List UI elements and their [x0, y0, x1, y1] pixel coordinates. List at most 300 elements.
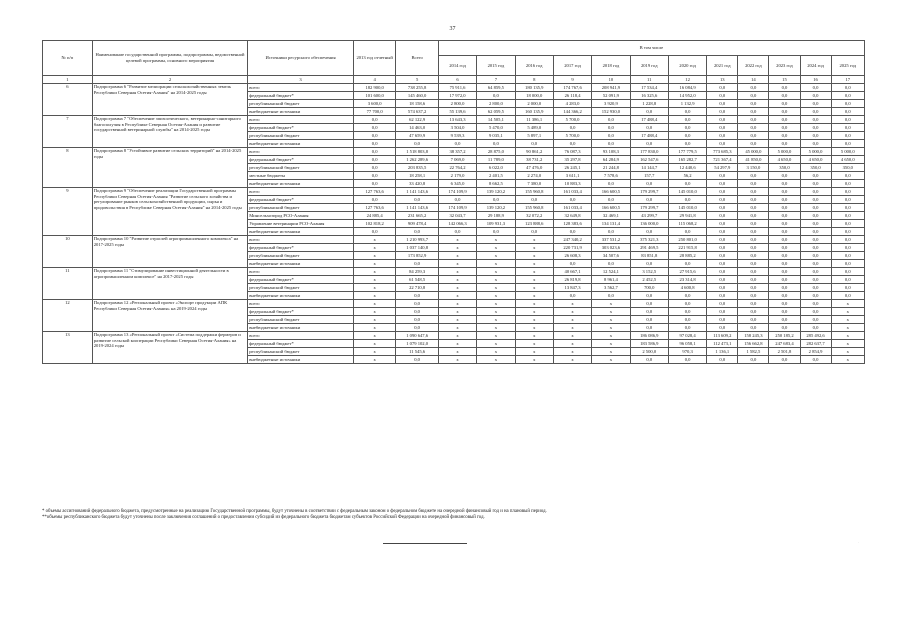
- value-cell: 0,0: [831, 284, 864, 292]
- value-cell: 0,0: [738, 140, 769, 148]
- header-year: 2022 год: [738, 56, 769, 76]
- value-cell: 10 883,3: [553, 180, 591, 188]
- value-cell: 0,0: [353, 124, 395, 132]
- value-cell: 0,0: [800, 284, 831, 292]
- value-cell: x: [515, 340, 553, 348]
- value-cell: 160 135,9: [515, 108, 553, 116]
- value-cell: 93 108,3: [592, 148, 630, 156]
- value-cell: 0,0: [707, 316, 738, 324]
- value-cell: 0,0: [800, 308, 831, 316]
- value-cell: 285 492,6: [800, 332, 831, 340]
- value-cell: 0,0: [800, 132, 831, 140]
- column-index: 9: [553, 76, 591, 84]
- value-cell: 0,0: [630, 228, 668, 236]
- value-cell: 700,0: [630, 284, 668, 292]
- value-cell: 350,0: [800, 164, 831, 172]
- value-cell: 2 452,5: [630, 276, 668, 284]
- value-cell: 158 245,3: [738, 332, 769, 340]
- value-cell: 157,7: [630, 172, 668, 180]
- value-cell: x: [438, 300, 476, 308]
- value-cell: 350,0: [831, 164, 864, 172]
- value-cell: x: [515, 308, 553, 316]
- value-cell: 0,0: [592, 140, 630, 148]
- value-cell: 177 779,5: [668, 148, 706, 156]
- value-cell: 0,0: [831, 132, 864, 140]
- value-cell: 0,0: [707, 260, 738, 268]
- table-row: [43, 332, 865, 340]
- value-cell: 5 000,0: [831, 148, 864, 156]
- value-cell: 203 835,5: [396, 164, 438, 172]
- value-cell: x: [477, 292, 515, 300]
- value-cell: 0,0: [353, 116, 395, 124]
- value-cell: 773 685,3: [707, 148, 738, 156]
- value-cell: 0,0: [738, 204, 769, 212]
- value-cell: 0,0: [769, 236, 800, 244]
- value-cell: 97 028,4: [668, 332, 706, 340]
- value-cell: 0,0: [630, 292, 668, 300]
- value-cell: 0,0: [769, 116, 800, 124]
- value-cell: 17 488,4: [630, 116, 668, 124]
- row-number: 11: [43, 268, 93, 300]
- value-cell: x: [831, 332, 864, 340]
- value-cell: 64 859,5: [477, 84, 515, 92]
- funding-source: внебюджетные источники: [248, 228, 354, 236]
- value-cell: x: [353, 356, 395, 364]
- value-cell: 3 152,5: [630, 268, 668, 276]
- value-cell: 2 800,0: [438, 100, 476, 108]
- value-cell: 7 380,0: [515, 180, 553, 188]
- value-cell: 1 141 143,6: [396, 188, 438, 196]
- value-cell: 0,0: [800, 228, 831, 236]
- column-index: 10: [592, 76, 630, 84]
- value-cell: 0,0: [707, 84, 738, 92]
- value-cell: 0,0: [738, 300, 769, 308]
- value-cell: 3 150,0: [738, 164, 769, 172]
- value-cell: 0,0: [831, 236, 864, 244]
- column-index: 7: [477, 76, 515, 84]
- value-cell: 4 650,0: [831, 156, 864, 164]
- value-cell: 0,0: [707, 212, 738, 220]
- funding-source: республиканский бюджет: [248, 284, 354, 292]
- funding-source: республиканский бюджет: [248, 132, 354, 140]
- value-cell: 101 600,0: [353, 92, 395, 100]
- value-cell: 0,0: [769, 260, 800, 268]
- value-cell: 0,0: [831, 292, 864, 300]
- value-cell: 0,0: [353, 148, 395, 156]
- value-cell: 9 035,1: [477, 132, 515, 140]
- value-cell: 0,0: [707, 220, 738, 228]
- table-row: [43, 84, 865, 92]
- value-cell: 0,0: [831, 100, 864, 108]
- value-cell: 0,0: [831, 172, 864, 180]
- value-cell: 186 086,9: [630, 332, 668, 340]
- value-cell: x: [515, 356, 553, 364]
- value-cell: 32 043,7: [438, 212, 476, 220]
- value-cell: 142 066,3: [438, 220, 476, 228]
- funding-source: федеральный бюджет*: [248, 244, 354, 252]
- value-cell: 83 851,8: [630, 252, 668, 260]
- value-cell: 0,0: [396, 228, 438, 236]
- header-report-2013: 2013 год отчетный: [353, 41, 395, 76]
- value-cell: 12 524,1: [592, 268, 630, 276]
- footnote-republic: **объемы республиканского бюджета будут уточнены после заключения соглашений о предоставлении субсидий из федерального бюджета бюджетам субъектов Российской Федерации на очередной финансовый год.: [42, 515, 485, 521]
- header-year: 2016 год: [515, 56, 553, 76]
- value-cell: 0,0: [738, 212, 769, 220]
- funding-source: внебюджетные источники: [248, 292, 354, 300]
- value-cell: x: [515, 236, 553, 244]
- value-cell: 179 299,7: [630, 188, 668, 196]
- value-cell: 128 383,6: [553, 220, 591, 228]
- value-cell: x: [353, 324, 395, 332]
- value-cell: x: [353, 300, 395, 308]
- value-cell: 0,0: [630, 324, 668, 332]
- value-cell: 0,0: [668, 324, 706, 332]
- table-row: [43, 268, 865, 276]
- value-cell: 1 582,5: [738, 348, 769, 356]
- value-cell: x: [831, 340, 864, 348]
- value-cell: 0,0: [831, 180, 864, 188]
- value-cell: 0,0: [800, 324, 831, 332]
- value-cell: 0,0: [668, 116, 706, 124]
- header-source: Источники ресурсного обеспечения: [248, 41, 354, 76]
- value-cell: x: [477, 324, 515, 332]
- value-cell: 0,0: [769, 100, 800, 108]
- value-cell: 220 731,9: [553, 244, 591, 252]
- value-cell: 115 068,2: [668, 220, 706, 228]
- value-cell: 0,0: [738, 228, 769, 236]
- value-cell: 0,0: [831, 276, 864, 284]
- value-cell: 0,0: [738, 244, 769, 252]
- value-cell: x: [515, 300, 553, 308]
- value-cell: 0,0: [738, 92, 769, 100]
- header-year: 2024 год: [800, 56, 831, 76]
- value-cell: 38 731,2: [515, 156, 553, 164]
- value-cell: 0,0: [477, 228, 515, 236]
- value-cell: 0,0: [769, 308, 800, 316]
- value-cell: 0,0: [353, 164, 395, 172]
- table-row: [43, 188, 865, 196]
- value-cell: 13 643,3: [438, 116, 476, 124]
- column-index: 4: [353, 76, 395, 84]
- value-cell: x: [477, 356, 515, 364]
- value-cell: x: [438, 332, 476, 340]
- value-cell: 0,0: [592, 228, 630, 236]
- value-cell: 0,0: [515, 196, 553, 204]
- value-cell: 17 972,0: [438, 92, 476, 100]
- value-cell: x: [438, 252, 476, 260]
- value-cell: 0,0: [831, 212, 864, 220]
- value-cell: 0,0: [831, 92, 864, 100]
- value-cell: 8 961,4: [592, 276, 630, 284]
- value-cell: 2 000,0: [515, 100, 553, 108]
- value-cell: 13 847,3: [553, 284, 591, 292]
- table-row: [43, 116, 865, 124]
- value-cell: 970,3: [668, 348, 706, 356]
- value-cell: 0,0: [800, 108, 831, 116]
- value-cell: 250 185,2: [769, 332, 800, 340]
- row-number: 9: [43, 188, 93, 236]
- funding-source: федеральный бюджет*: [248, 340, 354, 348]
- value-cell: 0,0: [353, 132, 395, 140]
- value-cell: 0,0: [738, 356, 769, 364]
- value-cell: 0,0: [769, 300, 800, 308]
- value-cell: x: [553, 332, 591, 340]
- value-cell: 127 763,6: [353, 204, 395, 212]
- value-cell: 0,0: [738, 308, 769, 316]
- value-cell: 29 941,8: [668, 212, 706, 220]
- value-cell: 12 440,6: [668, 164, 706, 172]
- value-cell: x: [477, 260, 515, 268]
- value-cell: 5 700,0: [553, 116, 591, 124]
- value-cell: 0,0: [800, 356, 831, 364]
- value-cell: 0,0: [831, 116, 864, 124]
- value-cell: 2 500,0: [630, 348, 668, 356]
- value-cell: 0,0: [800, 116, 831, 124]
- value-cell: x: [477, 268, 515, 276]
- column-index: 3: [248, 76, 354, 84]
- footnotes: [42, 509, 872, 521]
- value-cell: 5 000,0: [769, 148, 800, 156]
- value-cell: 156 662,8: [738, 340, 769, 348]
- value-cell: x: [515, 260, 553, 268]
- value-cell: x: [477, 284, 515, 292]
- value-cell: 3 562,7: [592, 284, 630, 292]
- program-name: Подпрограмма 6 "Развитие мелиорации сельскохозяйственных земель Республики Северная Осетия-Алания" на 2014-2025 годы: [92, 84, 247, 116]
- value-cell: 0,0: [707, 276, 738, 284]
- value-cell: 45 000,0: [738, 148, 769, 156]
- value-cell: 182 900,0: [353, 84, 395, 92]
- row-number: 10: [43, 236, 93, 268]
- value-cell: 0,0: [438, 140, 476, 148]
- value-cell: 0,0: [831, 196, 864, 204]
- value-cell: 18 158,6: [396, 100, 438, 108]
- value-cell: 77 700,0: [353, 108, 395, 116]
- value-cell: 6 022,0: [477, 164, 515, 172]
- value-cell: 38 357,2: [438, 148, 476, 156]
- value-cell: 0,0: [630, 260, 668, 268]
- value-cell: 29 188,9: [477, 212, 515, 220]
- value-cell: 28 885,2: [668, 252, 706, 260]
- column-index: 15: [769, 76, 800, 84]
- value-cell: 32 649,8: [553, 212, 591, 220]
- value-cell: 62 059,5: [477, 108, 515, 116]
- value-cell: 0,0: [738, 180, 769, 188]
- value-cell: 17 534,4: [630, 84, 668, 92]
- header-year: 2023 год: [769, 56, 800, 76]
- value-cell: x: [515, 244, 553, 252]
- funding-source: внебюджетные источники: [248, 260, 354, 268]
- value-cell: 0,0: [769, 140, 800, 148]
- value-cell: 84 259,3: [396, 268, 438, 276]
- value-cell: 0,0: [396, 140, 438, 148]
- value-cell: 0,0: [800, 180, 831, 188]
- value-cell: 123 888,6: [515, 220, 553, 228]
- value-cell: x: [592, 356, 630, 364]
- value-cell: x: [515, 276, 553, 284]
- value-cell: x: [477, 244, 515, 252]
- value-cell: x: [477, 300, 515, 308]
- value-cell: 0,0: [738, 268, 769, 276]
- header-year: 2018 год: [592, 56, 630, 76]
- value-cell: x: [515, 348, 553, 356]
- value-cell: 0,0: [630, 108, 668, 116]
- value-cell: 112 473,1: [707, 340, 738, 348]
- value-cell: 43 299,7: [630, 212, 668, 220]
- value-cell: x: [592, 324, 630, 332]
- value-cell: 76 087,3: [553, 148, 591, 156]
- value-cell: x: [515, 268, 553, 276]
- value-cell: 247 340,2: [553, 236, 591, 244]
- value-cell: x: [438, 308, 476, 316]
- column-index: 2: [92, 76, 247, 84]
- value-cell: 0,0: [831, 244, 864, 252]
- value-cell: 0,0: [668, 292, 706, 300]
- value-cell: 34 507,6: [592, 252, 630, 260]
- program-name: Подпрограмма 11 "Стимулирование инвестиционной деятельности в агропромышленном комплексе" на 2017-2025 годы: [92, 268, 247, 300]
- value-cell: 350,0: [769, 164, 800, 172]
- value-cell: 174 767,6: [553, 84, 591, 92]
- value-cell: 0,0: [553, 292, 591, 300]
- value-cell: 0,0: [707, 180, 738, 188]
- value-cell: 0,0: [630, 356, 668, 364]
- value-cell: 0,0: [738, 116, 769, 124]
- value-cell: 0,0: [668, 316, 706, 324]
- value-cell: 113 609,2: [707, 332, 738, 340]
- value-cell: 161 033,4: [553, 188, 591, 196]
- funding-source: федеральный бюджет*: [248, 308, 354, 316]
- value-cell: 0,0: [800, 212, 831, 220]
- value-cell: 221 915,8: [668, 244, 706, 252]
- value-cell: 0,0: [769, 180, 800, 188]
- value-cell: 0,0: [707, 268, 738, 276]
- column-index: 12: [668, 76, 706, 84]
- value-cell: 64 284,9: [592, 156, 630, 164]
- value-cell: 0,0: [769, 108, 800, 116]
- value-cell: x: [831, 324, 864, 332]
- column-index: 16: [800, 76, 831, 84]
- value-cell: 0,0: [707, 356, 738, 364]
- value-cell: 375 321,3: [630, 236, 668, 244]
- value-cell: 166 600,5: [592, 204, 630, 212]
- value-cell: x: [831, 308, 864, 316]
- value-cell: 0,0: [396, 324, 438, 332]
- value-cell: 0,0: [769, 356, 800, 364]
- table-row: [43, 300, 865, 308]
- value-cell: 134 131,4: [592, 220, 630, 228]
- value-cell: 2 274,0: [515, 172, 553, 180]
- funding-source: внебюджетные источники: [248, 356, 354, 364]
- value-cell: 0,0: [707, 300, 738, 308]
- value-cell: 0,0: [707, 132, 738, 140]
- program-name: Подпрограмма 9 "Обеспечение реализации Государственной программы Республики Северная Осетия-Алания "Развитие сельского хозяйства и регулирование рынков сельскохозяйственной продукции, сырья и продовольствия в Республике Северная Осетия-Алания" на 2014-2025 годы: [92, 188, 247, 236]
- funding-source: республиканский бюджет: [248, 204, 354, 212]
- value-cell: x: [553, 324, 591, 332]
- value-cell: 136 000,0: [630, 220, 668, 228]
- value-cell: x: [477, 276, 515, 284]
- value-cell: 2 401,5: [477, 172, 515, 180]
- value-cell: 0,0: [738, 132, 769, 140]
- value-cell: x: [438, 316, 476, 324]
- value-cell: 1 136,1: [707, 348, 738, 356]
- value-cell: 0,0: [353, 172, 395, 180]
- value-cell: 0,0: [800, 300, 831, 308]
- value-cell: 0,0: [769, 204, 800, 212]
- value-cell: x: [515, 316, 553, 324]
- value-cell: 0,0: [353, 228, 395, 236]
- value-cell: 0,0: [707, 204, 738, 212]
- program-name: Подпрограмма 13 «Региональный проект «Система поддержки фермеров и развитие сельской кооперации Республики Северная Осетия-Алания» на 2019-2024 годы: [92, 332, 247, 364]
- value-cell: 5 000,0: [800, 148, 831, 156]
- value-cell: 0,0: [396, 308, 438, 316]
- value-cell: 0,0: [553, 196, 591, 204]
- funding-source: всего: [248, 84, 354, 92]
- value-cell: 1 210 993,7: [396, 236, 438, 244]
- value-cell: 738 255,8: [396, 84, 438, 92]
- value-cell: 161 033,4: [553, 204, 591, 212]
- value-cell: 0,0: [769, 172, 800, 180]
- value-cell: 0,0: [800, 204, 831, 212]
- value-cell: 0,0: [553, 140, 591, 148]
- value-cell: 23 314,8: [668, 276, 706, 284]
- column-index: 13: [707, 76, 738, 84]
- value-cell: 32 072,2: [515, 212, 553, 220]
- value-cell: x: [353, 348, 395, 356]
- value-cell: x: [515, 292, 553, 300]
- value-cell: 5 897,1: [515, 132, 553, 140]
- funding-source: федеральный бюджет*: [248, 92, 354, 100]
- value-cell: 145 460,0: [396, 92, 438, 100]
- value-cell: x: [353, 236, 395, 244]
- value-cell: 0,0: [477, 140, 515, 148]
- header-year: 2017 год: [553, 56, 591, 76]
- value-cell: 0,0: [800, 252, 831, 260]
- value-cell: x: [592, 348, 630, 356]
- value-cell: 0,0: [738, 260, 769, 268]
- row-number: 8: [43, 148, 93, 188]
- value-cell: 0,0: [592, 196, 630, 204]
- value-cell: 0,0: [769, 292, 800, 300]
- value-cell: 52 091,9: [592, 92, 630, 100]
- value-cell: x: [477, 252, 515, 260]
- value-cell: 28 875,0: [477, 148, 515, 156]
- value-cell: 56,2: [668, 172, 706, 180]
- budget-table: [42, 40, 865, 364]
- value-cell: x: [438, 284, 476, 292]
- value-cell: 40 667,1: [553, 268, 591, 276]
- value-cell: 16 084,9: [668, 84, 706, 92]
- value-cell: 0,0: [707, 252, 738, 260]
- value-cell: 0,0: [592, 180, 630, 188]
- value-cell: 0,0: [396, 292, 438, 300]
- value-cell: x: [553, 316, 591, 324]
- table-row: [43, 148, 865, 156]
- value-cell: 33 420,8: [396, 180, 438, 188]
- corner-mark: ·: [858, 541, 859, 545]
- program-name: Подпрограмма 7 "Обеспечение эпизоотического, ветеринарно-санитарного благополучия в Республике Северная Осетия-Алания и развитие государственной ветеринарной службы" на 2014-2025 годы: [92, 116, 247, 148]
- value-cell: 0,0: [438, 196, 476, 204]
- value-cell: 183 586,9: [630, 340, 668, 348]
- value-cell: 152 930,0: [592, 108, 630, 116]
- column-index: 5: [396, 76, 438, 84]
- value-cell: 0,0: [738, 196, 769, 204]
- value-cell: 180 135,9: [515, 84, 553, 92]
- value-cell: 3 611,1: [553, 172, 591, 180]
- value-cell: 173 852,9: [396, 252, 438, 260]
- value-cell: 0,0: [769, 324, 800, 332]
- column-index: 17: [831, 76, 864, 84]
- value-cell: x: [353, 268, 395, 276]
- value-cell: 0,0: [738, 324, 769, 332]
